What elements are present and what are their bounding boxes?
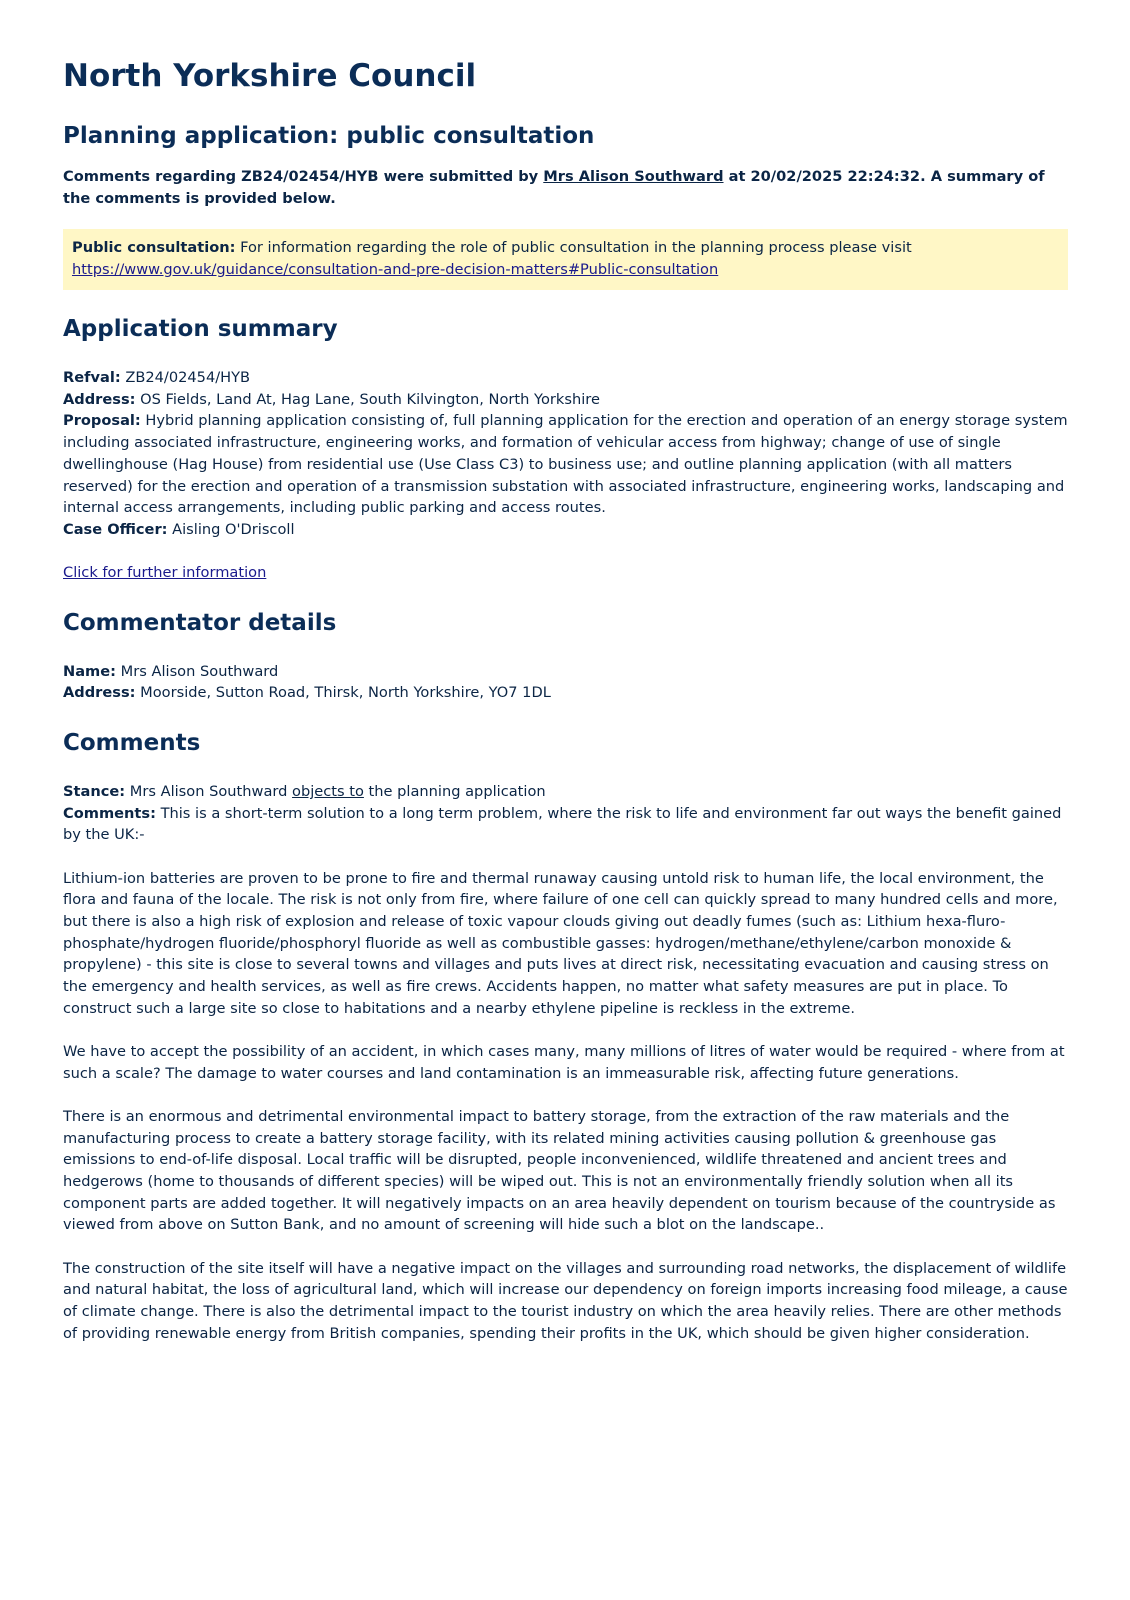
- commentator-name-value: Mrs Alison Southward: [116, 662, 279, 680]
- commentator-fields: [63, 661, 1068, 704]
- stance-row: [63, 781, 1068, 803]
- commentator-details-heading: Commentator details: [63, 609, 337, 636]
- comments-label: Comments:: [63, 804, 156, 822]
- application-summary-fields: [63, 367, 1068, 541]
- comments-heading: Comments: [63, 730, 201, 757]
- submission-intro: [63, 166, 1068, 210]
- commentator-address-row: [63, 682, 1068, 704]
- comment-paragraph: The construction of the site itself will have a negative impact on the villages and surrounding road networks, the displacement of wildlife and natural habitat, the loss of agricultural land, which will increase our dependency on foreign imports increasing food mileage, a cause of climate change. There is also the detrimental impact to the tourist industry on which the area heavily relies. There are other methods of providing renewable energy from British companies, spending their profits in the UK, which should be given higher consideration.: [63, 1259, 1068, 1342]
- comment-paragraph: There is an enormous and detrimental environmental impact to battery storage, from the extraction of the raw materials and the manufacturing process to create a battery storage facility, with its related mining activities causing pollution & greenhouse gas emissions to end-of-life disposal. Local traffic will be disrupted, people inconvenienced, wildlife threatened and ancient trees and hedgerows (home to thousands of different species) will be wiped out. This is not an environmentally friendly solution when all its component parts are added together. It will negatively impacts on an area heavily dependent on tourism because of the countryside as viewed from above on Sutton Bank, and no amount of screening will hide such a blot on the landscape..: [63, 1107, 1056, 1234]
- page-subtitle: Planning application: public consultation: [63, 123, 595, 149]
- refval-label: Refval:: [63, 369, 121, 386]
- proposal-value: Hybrid planning application consisting of, full planning application for the erection and operation of an energy storage system including associated infrastructure, engineering works, and formation of vehicular access from highway; change of use of single dwellinghouse (Hag House) from residential use (Use Class C3) to business use; and outline planning application (with all matters reserved) for the erection and operation of a transmission substation with associated infrastructure, engineering works, landscaping and internal access arrangements, including public parking and access routes.: [63, 412, 1068, 517]
- site-address-label: Address:: [63, 390, 136, 408]
- stance-suffix: the planning application: [363, 783, 546, 801]
- refval-value: ZB24/02454/HYB: [120, 369, 251, 386]
- case-officer-label: Case Officer:: [63, 520, 168, 538]
- intro-suffix: at 20/02/2025 22:24:32. A summary of the comments is provided below.: [63, 168, 1045, 207]
- commentator-address-label: Address:: [63, 684, 136, 702]
- site-address-row: [63, 389, 1068, 411]
- comments-fields: [63, 781, 1068, 846]
- comments-intro-row: [63, 803, 1068, 846]
- case-officer-value: Aisling O'Driscoll: [167, 520, 295, 538]
- comment-paragraph: We have to accept the possibility of an accident, in which cases many, many millions of litres of water would be required - where from at such a scale? The damage to water courses and land contamination is an immeasurable risk, affecting future generations.: [63, 1043, 1065, 1082]
- refval-row: [63, 367, 1068, 389]
- submitter-link[interactable]: Mrs Alison Southward: [543, 168, 724, 185]
- case-officer-row: [63, 519, 1068, 541]
- stance-label: Stance:: [63, 783, 126, 801]
- site-address-value: OS Fields, Land At, Hag Lane, South Kilvington, North Yorkshire: [135, 390, 600, 408]
- commentator-address-value: Moorside, Sutton Road, Thirsk, North Yorkshire, YO7 1DL: [135, 684, 551, 702]
- notice-label: Public consultation:: [72, 239, 236, 256]
- further-information-row: [63, 562, 1068, 584]
- stance-prefix: Mrs Alison Southward: [125, 783, 293, 801]
- consultation-guidance-link[interactable]: https://www.gov.uk/guidance/consultation-and-pre-decision-matters#Public-consultation: [72, 261, 719, 278]
- notice-text: For information regarding the role of public consultation in the planning process please visit: [235, 239, 912, 256]
- comment-paragraph: Lithium-ion batteries are proven to be prone to fire and thermal runaway causing untold risk to human life, the local environment, the flora and fauna of the locale. The risk is not only from fire, where failure of one cell can quickly spread to many hundred cells and more, but there is also a high risk of explosion and release of toxic vapour clouds giving out deadly fumes (such as: Lithium hexa-fluro-phosphate/hydrogen fluoride/phosphoryl fluoride as well as combustible gasses: hydrogen/methane/ethylene/carbon monoxide & propylene) - this site is close to several towns and villages and puts lives at direct risk, necessitating evacuation and causing stress on the emergency and health services, as well as fire crews. Accidents happen, no matter what safety measures are put in place. To construct such a large site so close to habitations and a nearby ethylene pipeline is reckless in the extreme.: [63, 869, 1058, 1017]
- proposal-label: Proposal:: [63, 412, 141, 430]
- commentator-name-row: [63, 661, 1068, 683]
- stance-objects-link[interactable]: objects to: [292, 783, 364, 801]
- further-information-link[interactable]: Click for further information: [63, 563, 267, 581]
- commentator-name-label: Name:: [63, 662, 117, 680]
- council-title: North Yorkshire Council: [63, 58, 477, 94]
- application-summary-heading: Application summary: [63, 316, 338, 342]
- comments-intro: This is a short-term solution to a long term problem, where the risk to life and environment far out ways the benefit gained by the UK:-: [63, 804, 1062, 844]
- intro-prefix: Comments regarding ZB24/02454/HYB were submitted by: [63, 168, 544, 185]
- proposal-row: [63, 410, 1068, 519]
- consultation-notice: [63, 229, 1068, 290]
